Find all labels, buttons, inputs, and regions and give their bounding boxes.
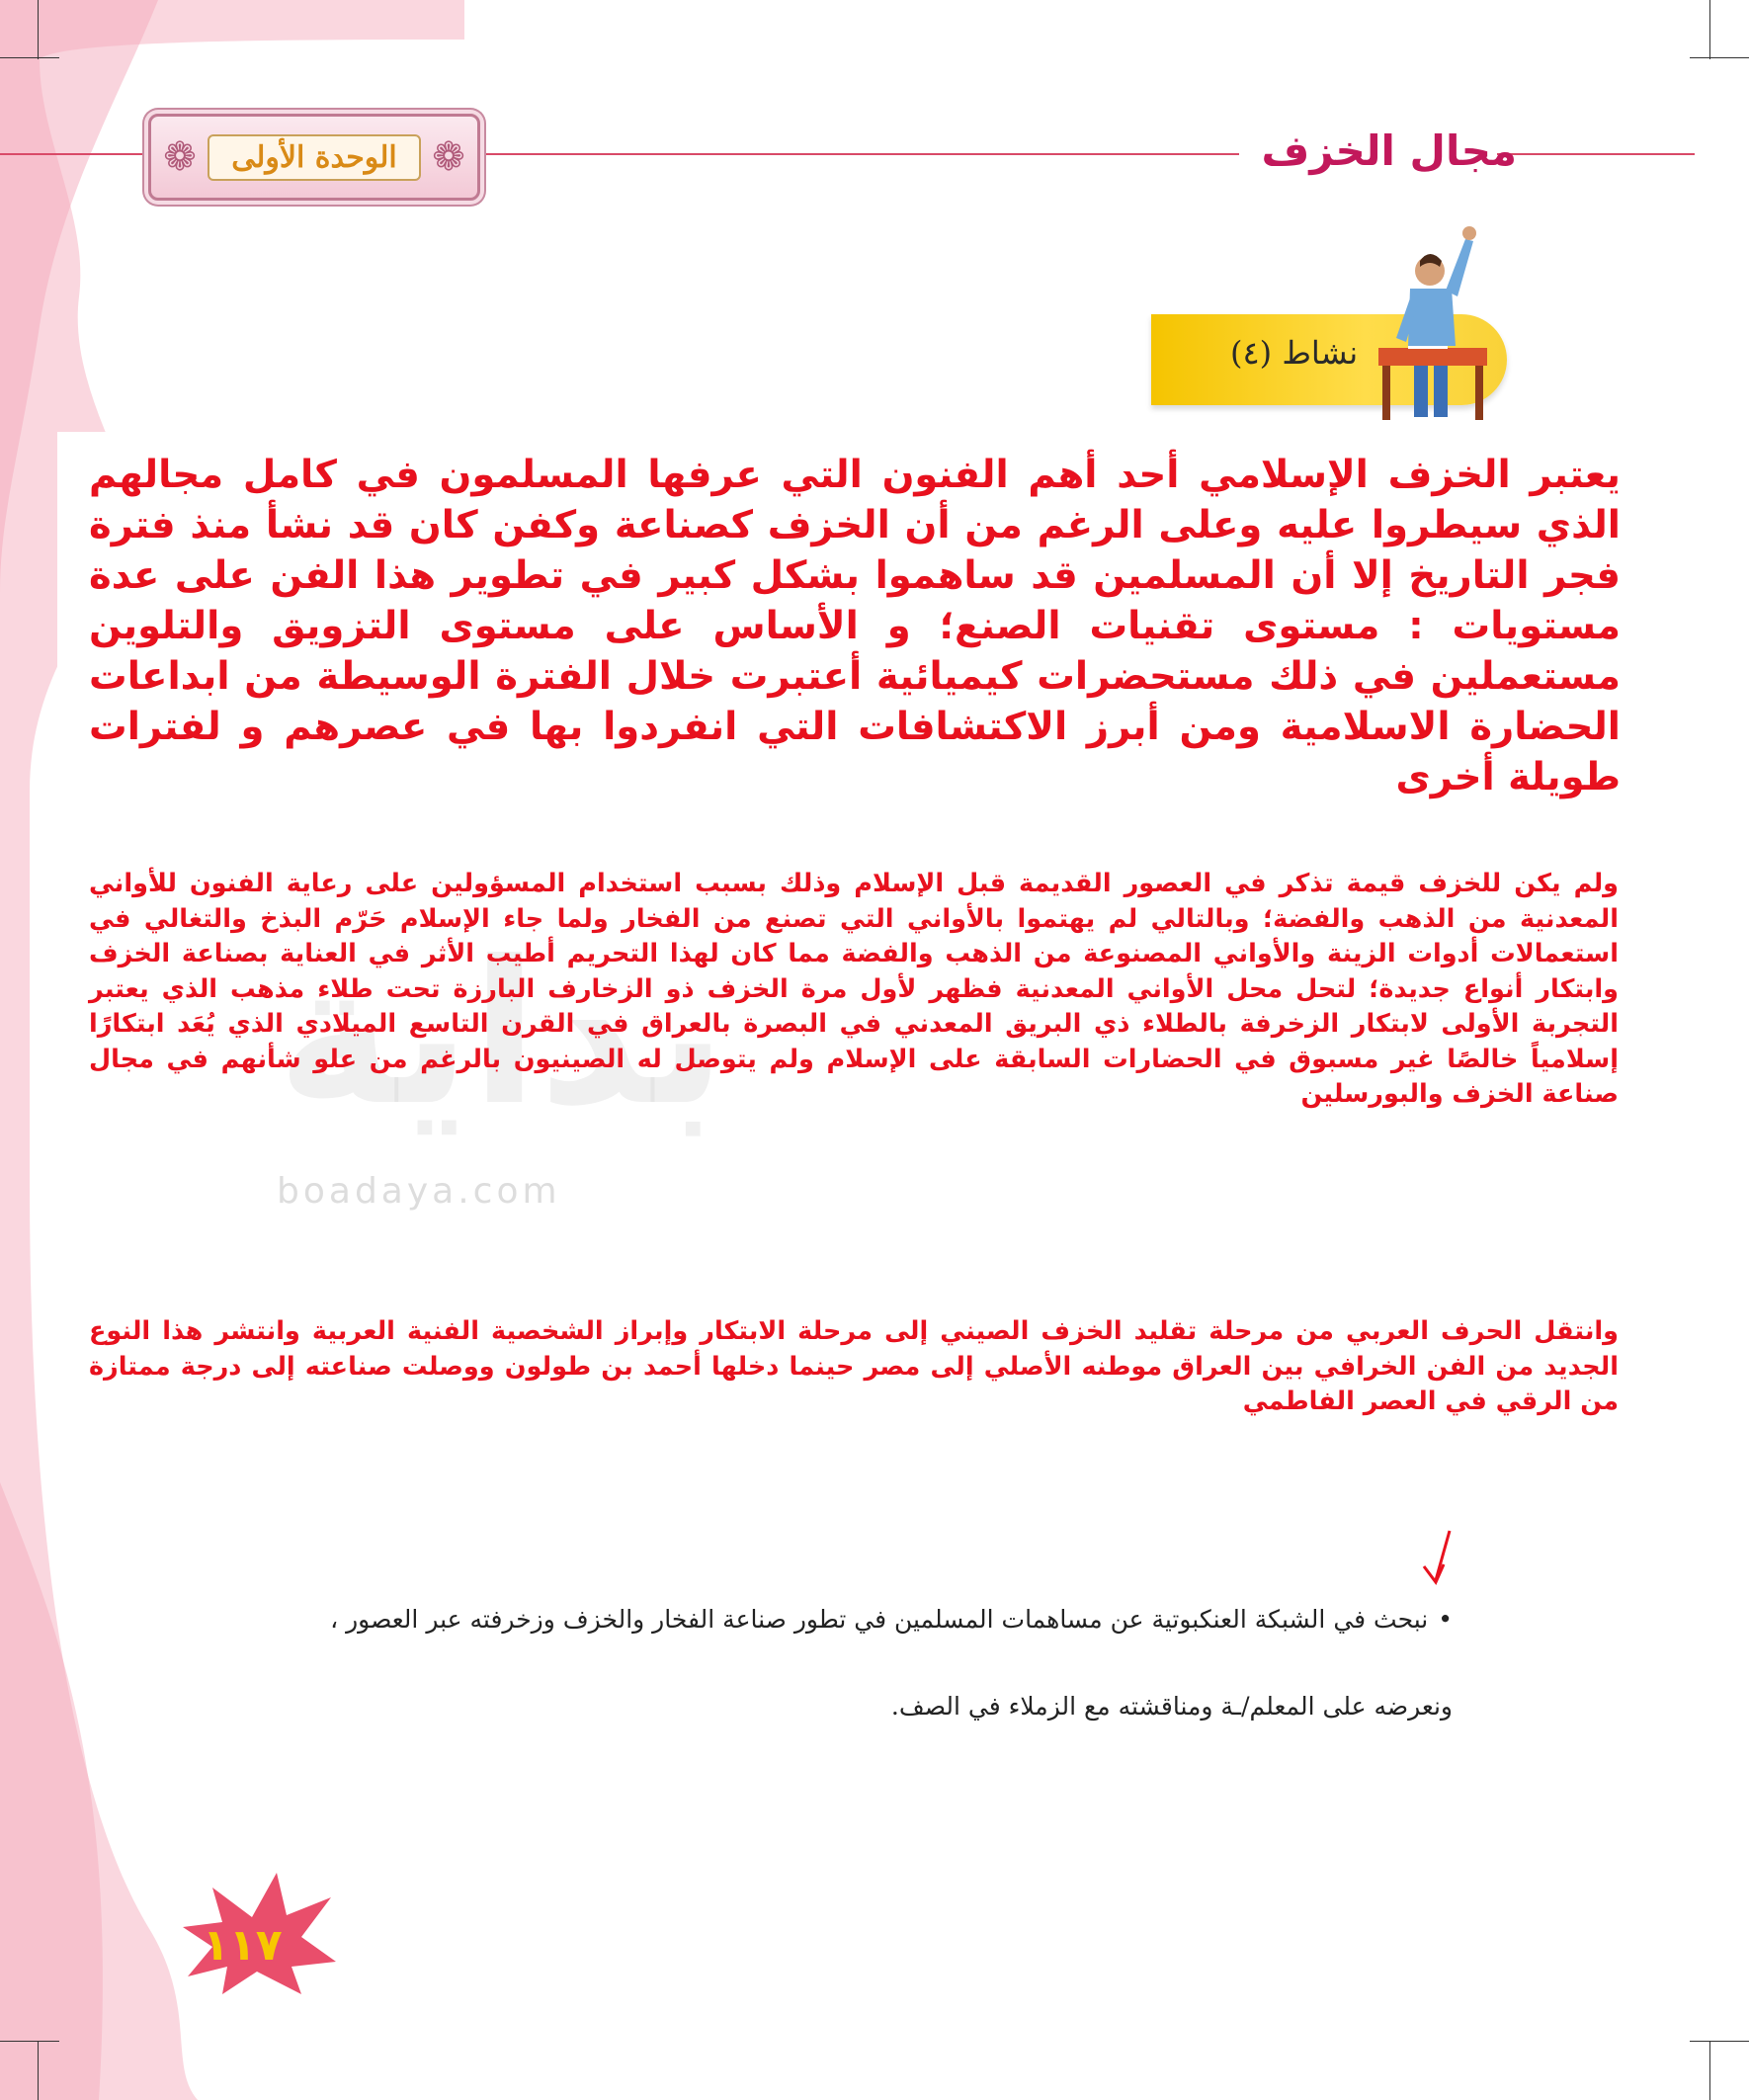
bullet-icon: • <box>1438 1605 1453 1634</box>
ornament-right-icon: ❁ <box>432 134 465 180</box>
task-text: ونعرضه على المعلم/ـة ومناقشته مع الزملاء في الصف. <box>890 1692 1453 1721</box>
watermark: بداية <box>277 919 727 1149</box>
crop-mark <box>1709 0 1710 59</box>
task-text: نبحث في الشبكة العنكبوتية عن مساهمات المسلمين في تطور صناعة الفخار والخزف وزخرفته عبر العصور ، <box>330 1605 1429 1634</box>
watermark-url: boadaya.com <box>277 1171 561 1212</box>
header-rule-middle <box>478 153 1239 155</box>
header-rule-left <box>0 153 148 155</box>
crop-mark <box>1690 57 1749 58</box>
red-arrow-icon <box>1418 1527 1458 1586</box>
crop-mark <box>0 2041 59 2042</box>
page-number: ١١٧ <box>203 1920 283 1971</box>
crop-mark <box>0 57 59 58</box>
activity-label: نشاط (٤) <box>1230 334 1359 372</box>
ornament-left-icon: ❁ <box>163 134 197 180</box>
unit-label: الوحدة الأولى <box>208 134 421 181</box>
task-line <box>168 1692 1453 1721</box>
crop-mark <box>38 0 39 59</box>
crop-mark <box>1709 2041 1710 2100</box>
section-title: مجال الخزف <box>1261 126 1517 175</box>
body-paragraph: وانتقل الحرف العربي من مرحلة تقليد الخزف الصيني إلى مرحلة الابتكار وإبراز الشخصية الفنية العربية وانتشر هذا النوع الجديد من الفن الخرافي بين العراق موطنه الأصلي إلى مصر حينما دخلها أحمد بن طولون ووصلت صناعته إلى درجة ممتازة من الرقي في العصر الفاطمي <box>89 1316 1619 1416</box>
lead-paragraph: يعتبر الخزف الإسلامي أحد أهم الفنون التي عرفها المسلمون في كامل مجالهم الذي سيطروا عليه وعلى الرغم من أن الخزف كصناعة وكفن كان قد نشأ منذ فترة فجر التاريخ إلا أن المسلمين قد ساهموا بشكل كبير في تطوير هذا الفن على عدة مستويات : مستوى تقنيات الصنع؛ و الأساس على مستوى التزويق والتلوين مستعملين في ذلك مستحضرات كيميائية أعتبرت خلال الفترة الوسيطة من ابداعات الحضارة الاسلامية ومن أبرز الاكتشافات التي انفردوا بها في عصرهم و لفترات طويلة أخرى <box>89 453 1621 799</box>
student-raising-hand-icon <box>1369 219 1507 422</box>
body-paragraph: ولم يكن للخزف قيمة تذكر في العصور القديمة قبل الإسلام وذلك بسبب استخدام المسؤولين على رعاية الفنون للأواني المعدنية من الذهب والفضة؛ وبالتالي لم يهتموا بالأواني التي تصنع من الفخار ولما جاء الإسلام حَرّم البذخ والتغالي في استعمالات أدوات الزينة والأواني المصنوعة من الذهب والفضة مما كان لهذا التحريم أطيب الأثر في العناية بصناعة الخزف وابتكار أنواع جديدة؛ لتحل محل الأواني المعدنية فظهر لأول مرة الخزف ذو الزخارف البارزة تحت طلاء مذهب الذي يعتبر التجربة الأولى لابتكار الزخرفة بالطلاء ذي البريق المعدني في البصرة بالعراق في القرن التاسع الميلادي الذي يُعَد ابتكارًا إسلامياً خالصًا غير مسبوق في الحضارات السابقة على الإسلام ولم يتوصل له الصينيون بالرغم من علو شأنهم في مجال صناعة الخزف والبورسلين <box>89 869 1619 1109</box>
task-line <box>168 1605 1453 1634</box>
crop-mark <box>1690 2041 1749 2042</box>
unit-plaque <box>148 114 480 201</box>
crop-mark <box>38 2041 39 2100</box>
header-rule-right <box>1497 153 1695 155</box>
